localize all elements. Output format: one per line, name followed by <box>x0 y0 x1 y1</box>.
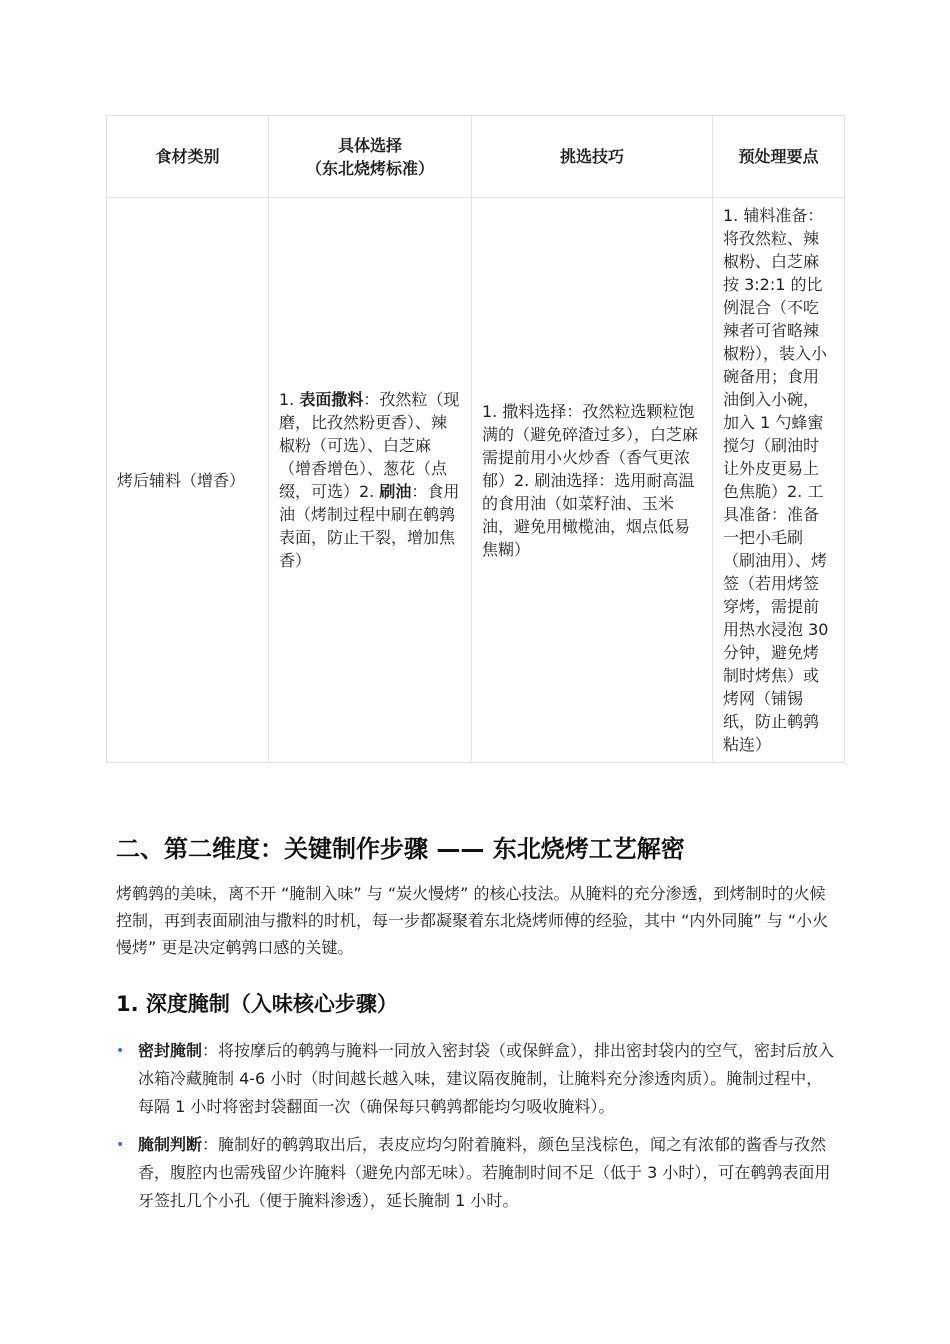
bullet-icon: • <box>116 1043 125 1059</box>
cell-category: 烤后辅料（增香） <box>107 198 269 763</box>
cell-prep: 1. 辅料准备：将孜然粒、辣椒粉、白芝麻按 3:2:1 的比例混合（不吃辣者可省略辣椒粉），装入小碗备用；食用油倒入小碗，加入 1 勺蜂蜜搅匀（刷油时让外皮更易上色焦脆）2. 工具准备：准备一把小毛刷（刷油用）、烤签（若用烤签穿烤，需提前用热水浸泡 30 分钟，避免烤制时烤焦）或烤网（铺锡纸，防止鹌鹑粘连） <box>713 198 845 763</box>
choice-text-2: ：孜然粒（现磨，比孜然粉更香）、辣椒粉（可选）、白芝麻（增香增色）、葱花（点缀，可选）2. <box>279 390 460 501</box>
header-choice-line2: （东北烧烤标准） <box>305 158 434 178</box>
list-item-text: ：腌制好的鹌鹑取出后，表皮应均匀附着腌料，颜色呈浅棕色，闻之有浓郁的酱香与孜然香，腹腔内也需残留少许腌料（避免内部无味）。若腌制时间不足（低于 3 小时），可在鹌鹑表面用牙签扎几个小孔（便于腌料渗透），延长腌制 1 小时。 <box>138 1135 831 1210</box>
list-item <box>116 1037 838 1121</box>
cell-tips: 1. 撒料选择：孜然粒选颗粒饱满的（避免碎渣过多），白芝麻需提前用小火炒香（香气更浓郁）2. 刷油选择：选用耐高温的食用油（如菜籽油、玉米油，避免用橄榄油，烟点低易焦糊） <box>472 198 713 763</box>
header-prep: 预处理要点 <box>713 116 845 198</box>
list-item <box>116 1131 838 1215</box>
bullet-icon: • <box>116 1137 125 1153</box>
step-list <box>116 1037 838 1225</box>
table-row <box>107 198 845 763</box>
choice-bold-1: 表面撒料 <box>299 390 364 409</box>
ingredients-table <box>106 115 845 763</box>
header-choice <box>269 116 472 198</box>
section-title: 二、第二维度：关键制作步骤 —— 东北烧烤工艺解密 <box>116 835 685 863</box>
choice-bold-2: 刷油 <box>379 482 412 501</box>
list-item-label: 腌制判断 <box>138 1135 203 1154</box>
subsection-title: 1. 深度腌制（入味核心步骤） <box>116 992 398 1016</box>
choice-text-3: ：食用油（烤制过程中刷在鹌鹑表面，防止干裂，增加焦香） <box>279 482 460 570</box>
list-item-text: ：将按摩后的鹌鹑与腌料一同放入密封袋（或保鲜盒），排出密封袋内的空气，密封后放入冰箱冷藏腌制 4-6 小时（时间越长越入味，建议隔夜腌制，让腌料充分渗透肉质）。腌制过程中，每隔 1 小时将密封袋翻面一次（确保每只鹌鹑都能均匀吸收腌料）。 <box>138 1041 835 1116</box>
header-category: 食材类别 <box>107 116 269 198</box>
table-header-row <box>107 116 845 198</box>
section-intro: 烤鹌鹑的美味，离不开 “腌制入味” 与 “炭火慢烤” 的核心技法。从腌料的充分渗透，到烤制时的火候控制，再到表面刷油与撒料的时机，每一步都凝聚着东北烧烤师傅的经验，其中 “内外同腌” 与 “小火慢烤” 更是决定鹌鹑口感的关键。 <box>116 884 829 957</box>
list-item-label: 密封腌制 <box>138 1041 203 1060</box>
header-choice-line1: 具体选择 <box>337 135 402 155</box>
cell-choice <box>269 198 472 763</box>
choice-text-1: 1. <box>279 390 300 409</box>
header-tips: 挑选技巧 <box>472 116 713 198</box>
